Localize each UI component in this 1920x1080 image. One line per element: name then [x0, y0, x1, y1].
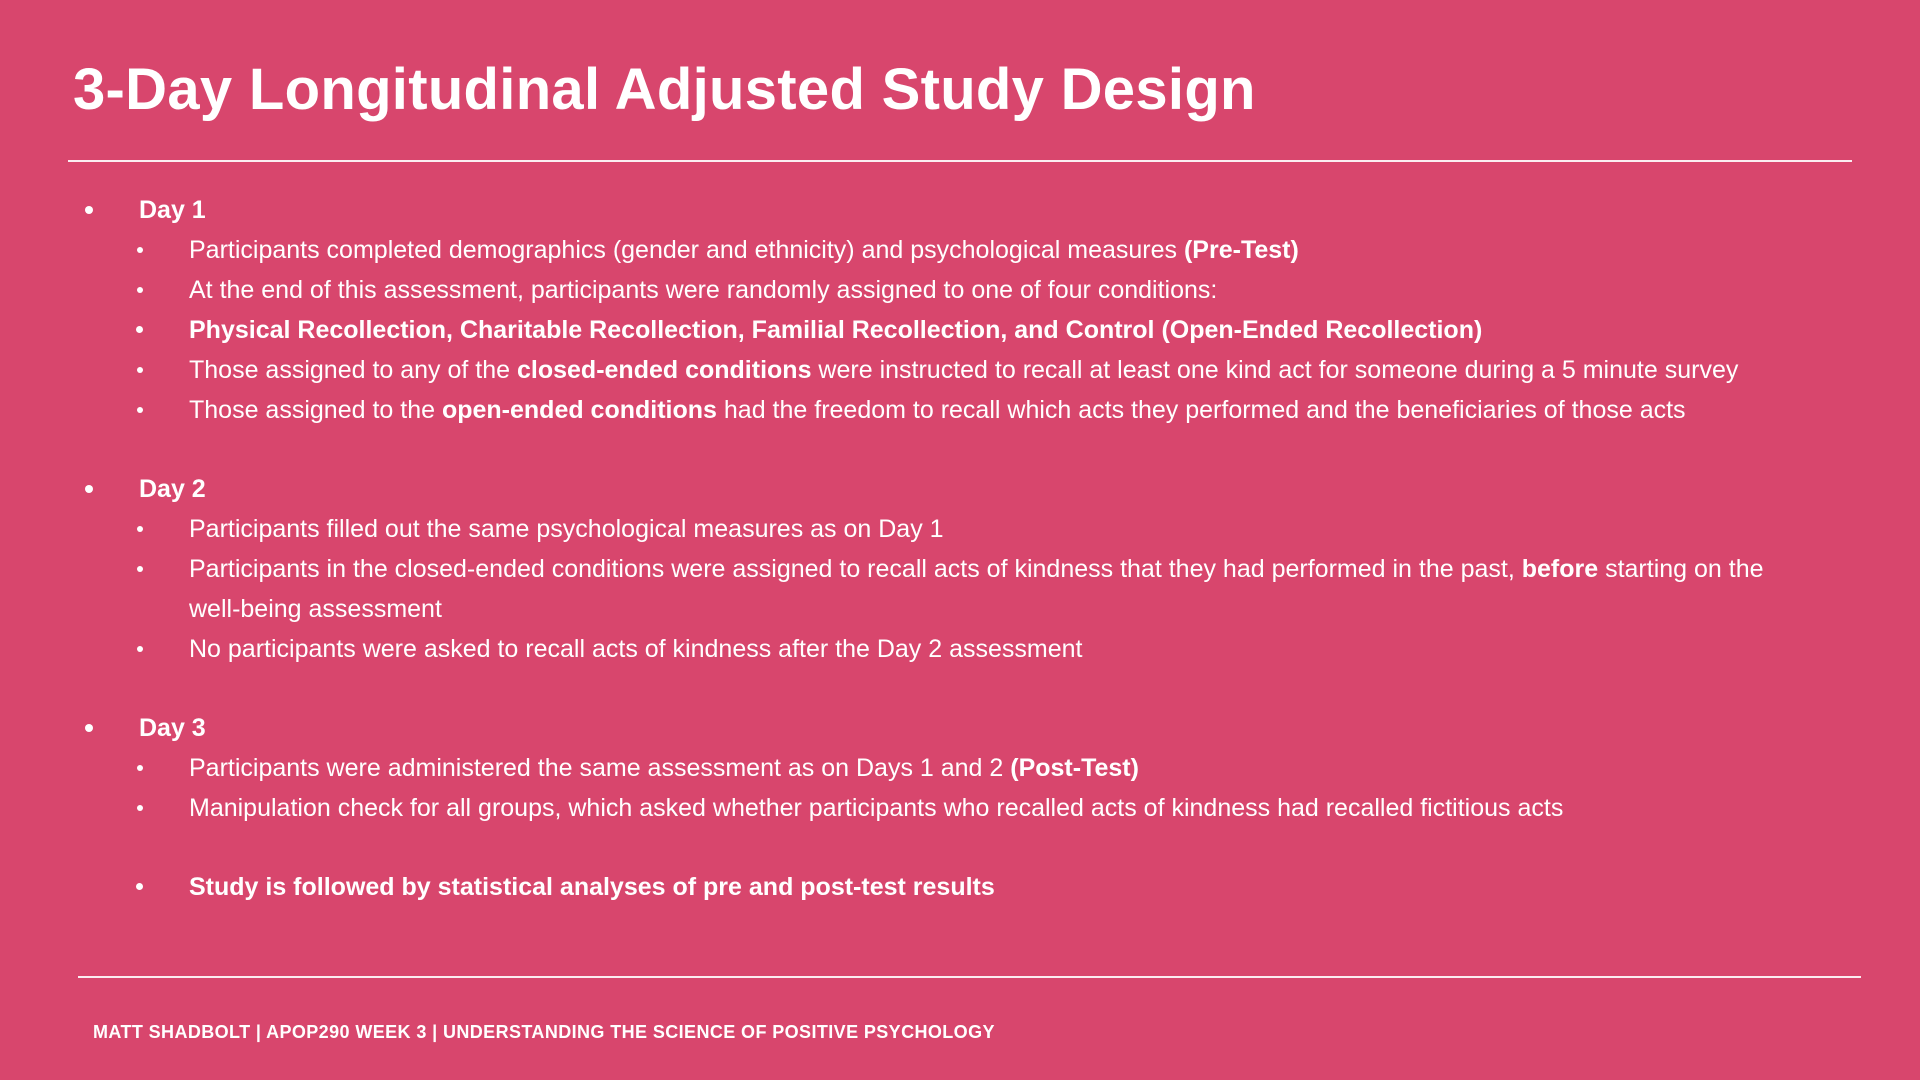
day1-item-5-post: had the freedom to recall which acts they performed and the beneficiaries of those acts — [716, 396, 1686, 424]
day1-item-2-text: At the end of this assessment, participants were randomly assigned to one of four conditions: — [189, 276, 1218, 304]
day2-item-2-bold: before — [1521, 555, 1599, 583]
summary-item — [0, 867, 1900, 907]
bullet-icon — [137, 646, 143, 652]
day1-item-5-pre: Those assigned to the — [189, 396, 442, 424]
day1-item-1-text: Participants completed demographics (gender and ethnicity) and psychological measures — [189, 236, 1184, 264]
day1-heading — [0, 190, 1900, 230]
day1-item-3 — [0, 310, 1900, 350]
day1-item-4-pre: Those assigned to any of the — [189, 356, 517, 384]
day2-item-1-text: Participants filled out the same psychological measures as on Day 1 — [189, 515, 944, 543]
slide-title: 3-Day Longitudinal Adjusted Study Design — [73, 57, 1256, 122]
title-divider — [68, 160, 1852, 162]
bullet-icon — [136, 883, 143, 890]
day1-item-5 — [0, 390, 1900, 430]
day1-heading-label: Day 1 — [139, 196, 206, 224]
day3-item-1 — [0, 748, 1900, 788]
day1-item-4-post: were instructed to recall at least one kind act for someone during a 5 minute survey — [811, 356, 1739, 384]
day1-item-4-bold: closed-ended conditions — [517, 356, 812, 384]
day1-item-1 — [0, 230, 1900, 270]
day1-item-4 — [0, 350, 1849, 390]
bullet-icon — [137, 526, 143, 532]
bullet-icon — [137, 247, 143, 253]
bullet-icon — [136, 326, 143, 333]
summary-item-bold: Study is followed by statistical analyses of pre and post-test results — [189, 873, 995, 901]
day3-item-1-text: Participants were administered the same assessment as on Days 1 and 2 — [189, 754, 1011, 782]
bullet-icon — [137, 566, 143, 572]
day1-item-3-bold: Physical Recollection, Charitable Recollection, Familial Recollection, and Control (Open-Ended Recollection) — [189, 316, 1483, 344]
slide-footer: MATT SHADBOLT | APOP290 WEEK 3 | UNDERSTANDING THE SCIENCE OF POSITIVE PSYCHOLOGY — [93, 1022, 995, 1042]
day1-item-5-bold: open-ended conditions — [441, 396, 717, 424]
bullet-icon — [137, 367, 143, 373]
day3-heading — [0, 708, 1900, 748]
day2-item-3 — [0, 629, 1900, 669]
day3-item-2-text: Manipulation check for all groups, which asked whether participants who recalled acts of kindness had recalled fictitious acts — [189, 794, 1564, 822]
day2-item-3-text: No participants were asked to recall acts of kindness after the Day 2 assessment — [189, 635, 1083, 663]
day3-item-2 — [0, 788, 1900, 828]
day2-heading-label: Day 2 — [139, 475, 206, 503]
bullet-icon — [85, 206, 93, 214]
day1-item-1-bold: (Pre-Test) — [1183, 236, 1299, 264]
bullet-icon — [137, 287, 143, 293]
day2-item-2-post: starting on the well-being assessment — [189, 555, 1764, 623]
day1-item-2 — [0, 270, 1900, 310]
bullet-icon — [85, 724, 93, 732]
bullet-icon — [137, 407, 143, 413]
day3-item-1-bold: (Post-Test) — [1010, 754, 1139, 782]
bullet-icon — [85, 485, 93, 493]
day2-item-2-pre: Participants in the closed-ended conditions were assigned to recall acts of kindness that they had performed in the past, — [189, 555, 1522, 583]
bullet-icon — [137, 765, 143, 771]
day2-heading — [0, 469, 1900, 509]
day2-item-1 — [0, 509, 1900, 549]
footer-divider — [78, 976, 1861, 978]
slide-body — [0, 190, 1900, 907]
day3-heading-label: Day 3 — [139, 714, 206, 742]
bullet-icon — [137, 805, 143, 811]
day2-item-2 — [0, 549, 1809, 629]
